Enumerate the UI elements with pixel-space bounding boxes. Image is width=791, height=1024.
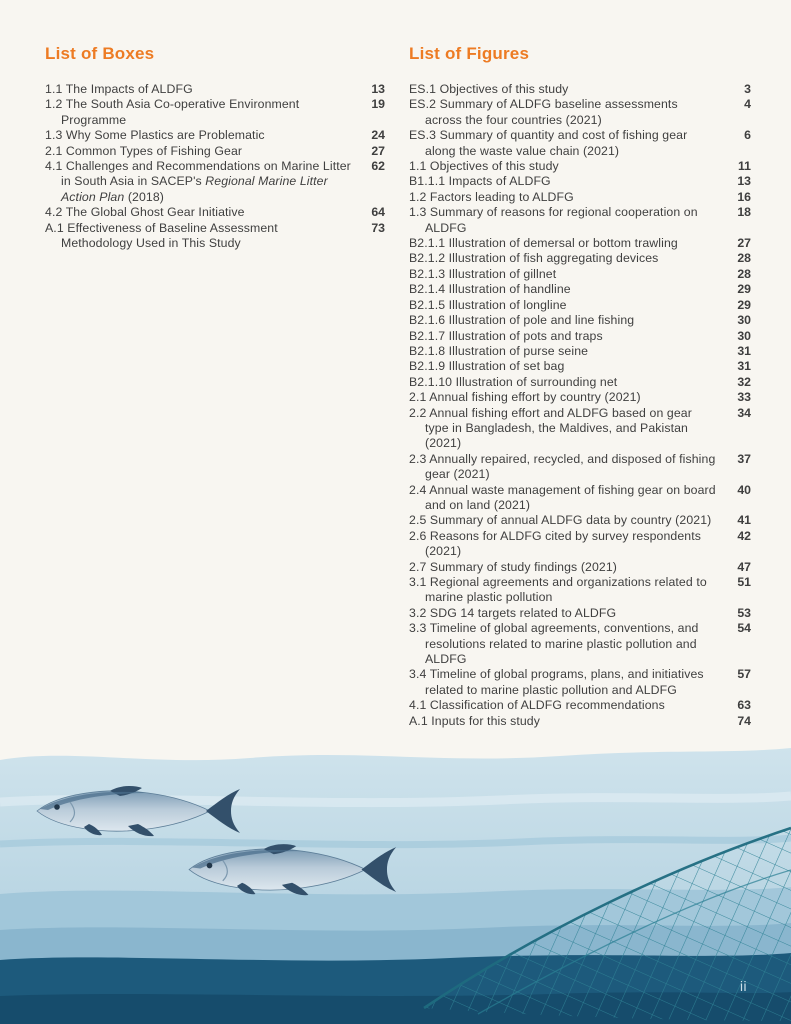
toc-entry[interactable] — [409, 82, 751, 97]
toc-entry-label: 4.2 The Global Ghost Gear Initiative — [45, 205, 245, 220]
toc-entry-label: 1.2 The South Asia Co-operative Environment Programme — [45, 97, 300, 127]
toc-entry-label: 1.1 Objectives of this study — [409, 159, 559, 174]
toc-entry-page: 29 — [737, 282, 751, 297]
list-of-boxes-title: List of Boxes — [45, 44, 155, 63]
page-number: ii — [740, 979, 747, 994]
toc-entry-label: B2.1.10 Illustration of surrounding net — [409, 374, 618, 389]
toc-entry-page: 37 — [737, 451, 751, 466]
toc-entry[interactable] — [409, 128, 751, 159]
toc-entry-label: 4.1 Challenges and Recommendations on Marine Litter in South Asia in SACEP's Regional Marine Litter Action Plan (2018) — [45, 159, 351, 204]
toc-entry-label: A.1 Effectiveness of Baseline Assessment Methodology Used in This Study — [45, 220, 278, 251]
toc-entry[interactable] — [409, 483, 751, 514]
toc-entry-label: 2.5 Summary of annual ALDFG data by country (2021) — [409, 513, 712, 528]
toc-entry[interactable] — [409, 406, 751, 452]
toc-entry-page: 64 — [371, 205, 385, 220]
toc-entry-label: 1.3 Summary of reasons for regional cooperation on ALDFG — [409, 205, 698, 235]
toc-entry-label: B2.1.1 Illustration of demersal or bottom trawling — [409, 236, 678, 251]
toc-entry[interactable] — [409, 698, 751, 713]
toc-entry[interactable] — [409, 560, 751, 575]
toc-entry-label: 3.3 Timeline of global agreements, conventions, and resolutions related to marine plastic pollution and ALDFG — [409, 621, 699, 667]
toc-entry[interactable] — [409, 359, 751, 374]
toc-entry[interactable] — [409, 621, 751, 667]
toc-entry-page: 57 — [737, 667, 751, 682]
toc-entry[interactable] — [45, 144, 385, 159]
toc-entry-page: 30 — [737, 328, 751, 343]
ocean-illustration — [0, 724, 791, 1024]
toc-entry-page: 30 — [737, 313, 751, 328]
toc-entry-page: 31 — [737, 343, 751, 358]
toc-entry[interactable] — [45, 128, 385, 143]
toc-entry[interactable] — [409, 529, 751, 560]
toc-entry-page: 42 — [737, 528, 751, 543]
toc-entry-label: B2.1.5 Illustration of longline — [409, 297, 567, 312]
toc-entry-label: ES.3 Summary of quantity and cost of fishing gear along the waste value chain (2021) — [409, 128, 688, 158]
toc-entry-page: 34 — [737, 405, 751, 420]
toc-entry-label: B2.1.8 Illustration of purse seine — [409, 343, 589, 358]
toc-entry-page: 28 — [737, 251, 751, 266]
toc-content — [45, 44, 751, 729]
toc-entry[interactable] — [409, 329, 751, 344]
toc-entry-label: 3.4 Timeline of global programs, plans, and initiatives related to marine plastic pollution and ALDFG — [409, 667, 704, 697]
toc-entry-label: 2.1 Common Types of Fishing Gear — [45, 143, 243, 158]
toc-entry-label: 2.3 Annually repaired, recycled, and disposed of fishing gear (2021) — [409, 451, 716, 482]
toc-entry-page: 73 — [371, 220, 385, 235]
toc-entry[interactable] — [409, 251, 751, 266]
toc-entry[interactable] — [409, 313, 751, 328]
toc-entry-label: 3.1 Regional agreements and organizations related to marine plastic pollution — [409, 575, 707, 605]
toc-entry-page: 31 — [737, 359, 751, 374]
toc-entry-page: 13 — [737, 174, 751, 189]
toc-entry-page: 27 — [737, 236, 751, 251]
toc-entry-label: B2.1.2 Illustration of fish aggregating devices — [409, 251, 659, 266]
toc-entry[interactable] — [45, 82, 385, 97]
toc-entry-page: 40 — [737, 482, 751, 497]
toc-entry-page: 11 — [738, 159, 751, 174]
toc-entry-page: 53 — [737, 605, 751, 620]
toc-entry-label: B2.1.7 Illustration of pots and traps — [409, 328, 603, 343]
toc-entry-page: 63 — [737, 698, 751, 713]
toc-entry-label: 1.2 Factors leading to ALDFG — [409, 189, 574, 204]
toc-entry[interactable] — [409, 205, 751, 236]
toc-entry-page: 62 — [371, 159, 385, 174]
toc-entry[interactable] — [409, 159, 751, 174]
toc-entry[interactable] — [409, 606, 751, 621]
toc-entry-page: 28 — [737, 266, 751, 281]
toc-entry-page: 3 — [744, 82, 751, 96]
toc-entry-page: 4 — [744, 97, 751, 112]
toc-entry[interactable] — [409, 174, 751, 189]
toc-entry-page: 32 — [737, 374, 751, 389]
toc-entry[interactable] — [409, 375, 751, 390]
toc-entry[interactable] — [409, 575, 751, 606]
toc-entry[interactable] — [45, 221, 385, 252]
toc-entry-page: 24 — [371, 128, 385, 143]
toc-entry-page: 51 — [737, 575, 751, 589]
toc-entry[interactable] — [409, 97, 751, 128]
toc-entry[interactable] — [409, 390, 751, 405]
toc-entry-page: 6 — [744, 128, 751, 143]
toc-entry-label: 2.2 Annual fishing effort and ALDFG based on gear type in Bangladesh, the Maldives, and Pakistan (2021) — [409, 405, 692, 451]
toc-entry-page: 29 — [737, 297, 751, 312]
list-of-boxes — [45, 82, 385, 251]
toc-entry-label: B2.1.4 Illustration of handline — [409, 282, 571, 297]
toc-entry[interactable] — [409, 298, 751, 313]
toc-entry-label: A.1 Inputs for this study — [409, 713, 540, 728]
toc-entry-page: 13 — [371, 82, 385, 96]
toc-entry[interactable] — [409, 452, 751, 483]
toc-entry[interactable] — [409, 282, 751, 297]
toc-entry-label: ES.1 Objectives of this study — [409, 82, 569, 96]
toc-entry-label: 4.1 Classification of ALDFG recommendations — [409, 698, 665, 713]
toc-entry-page: 18 — [737, 205, 751, 220]
toc-entry-label: 2.7 Summary of study findings (2021) — [409, 559, 617, 574]
list-of-figures-section — [409, 44, 751, 729]
toc-entry[interactable] — [45, 97, 385, 128]
list-of-figures — [409, 82, 751, 729]
toc-entry[interactable] — [409, 513, 751, 528]
toc-entry-label: B2.1.9 Illustration of set bag — [409, 359, 565, 374]
toc-entry-label: 2.6 Reasons for ALDFG cited by survey respondents (2021) — [409, 528, 701, 559]
toc-entry[interactable] — [409, 267, 751, 282]
toc-entry-page: 27 — [371, 143, 385, 158]
toc-entry-page: 16 — [737, 189, 751, 204]
toc-entry[interactable] — [409, 236, 751, 251]
toc-entry-page: 41 — [737, 513, 751, 528]
list-of-boxes-section — [45, 44, 385, 729]
toc-entry[interactable] — [409, 190, 751, 205]
toc-entry-label: 2.1 Annual fishing effort by country (2021) — [409, 390, 641, 405]
toc-entry-page: 33 — [737, 390, 751, 405]
toc-entry[interactable] — [409, 344, 751, 359]
toc-entry-page: 74 — [737, 713, 751, 728]
toc-entry-label: B2.1.6 Illustration of pole and line fishing — [409, 313, 635, 328]
toc-entry-page: 19 — [371, 97, 385, 112]
toc-entry-label: 2.4 Annual waste management of fishing gear on board and on land (2021) — [409, 482, 716, 512]
toc-entry-label: B2.1.3 Illustration of gillnet — [409, 266, 557, 281]
list-of-figures-title: List of Figures — [409, 44, 530, 63]
toc-entry-label: ES.2 Summary of ALDFG baseline assessments across the four countries (2021) — [409, 97, 678, 127]
toc-entry-label: 1.1 The Impacts of ALDFG — [45, 82, 193, 96]
toc-entry-page: 54 — [737, 621, 751, 636]
toc-entry-label: 1.3 Why Some Plastics are Problematic — [45, 128, 265, 143]
ocean-illustration-svg — [0, 724, 791, 1024]
toc-entry[interactable] — [45, 159, 385, 205]
toc-entry[interactable] — [45, 205, 385, 220]
toc-entry[interactable] — [409, 667, 751, 698]
toc-entry-label: 3.2 SDG 14 targets related to ALDFG — [409, 605, 617, 620]
toc-entry-page: 47 — [737, 559, 751, 574]
toc-entry-label: B1.1.1 Impacts of ALDFG — [409, 174, 551, 189]
